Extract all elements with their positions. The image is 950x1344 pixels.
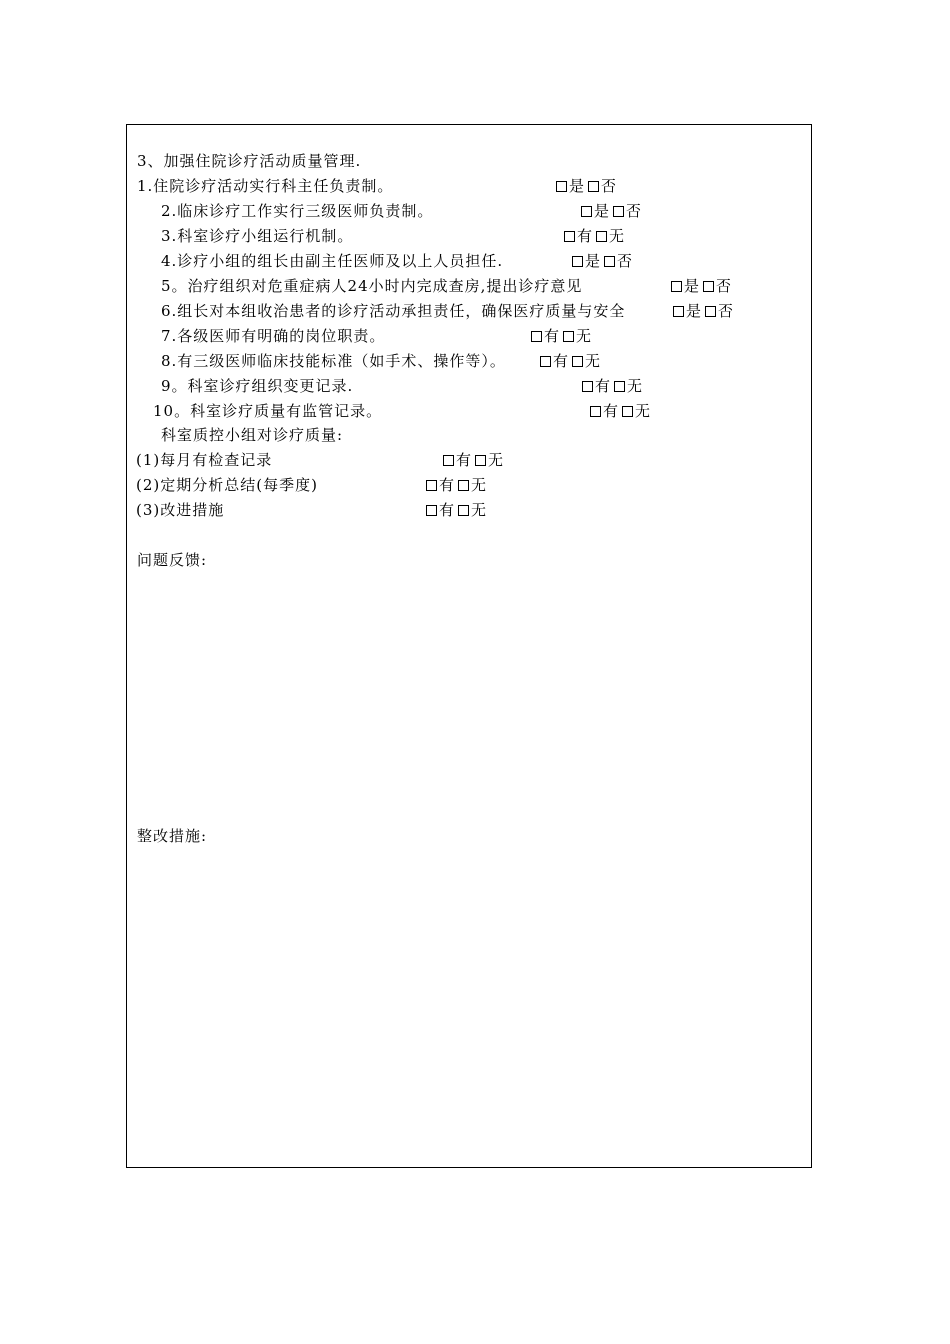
checkbox-无[interactable] xyxy=(458,480,469,491)
item-text: 2.临床诊疗工作实行三级医师负责制。 xyxy=(161,202,434,220)
item-options xyxy=(556,177,620,195)
option-label: 有 xyxy=(595,377,611,395)
checkbox-有[interactable] xyxy=(426,505,437,516)
option-label: 无 xyxy=(471,476,487,494)
item-text: 7.各级医师有明确的岗位职责。 xyxy=(161,327,386,345)
checkbox-无[interactable] xyxy=(622,406,633,417)
option-label: 有 xyxy=(553,352,569,370)
item-options xyxy=(590,402,654,420)
qc-text: (3)改进措施 xyxy=(136,501,225,519)
item-options xyxy=(572,252,636,270)
option-label: 有 xyxy=(603,402,619,420)
item-options xyxy=(673,302,737,320)
item-text: 5。治疗组织对危重症病人24小时内完成查房,提出诊疗意见 xyxy=(161,277,583,295)
checkbox-否[interactable] xyxy=(604,256,615,267)
item-text: 10。科室诊疗质量有监管记录。 xyxy=(153,402,383,420)
checkbox-有[interactable] xyxy=(564,231,575,242)
qc-options xyxy=(426,476,490,494)
option-label: 否 xyxy=(718,302,734,320)
option-label: 有 xyxy=(544,327,560,345)
option-label: 有 xyxy=(439,501,455,519)
checkbox-有[interactable] xyxy=(531,331,542,342)
option-label: 无 xyxy=(471,501,487,519)
item-text: 8.有三级医师临床技能标准（如手术、操作等）。 xyxy=(161,352,506,370)
option-label: 是 xyxy=(684,277,700,295)
option-label: 是 xyxy=(594,202,610,220)
checkbox-有[interactable] xyxy=(443,455,454,466)
qc-text: (1)每月有检查记录 xyxy=(136,451,273,469)
option-label: 无 xyxy=(635,402,651,420)
checkbox-是[interactable] xyxy=(572,256,583,267)
checkbox-是[interactable] xyxy=(581,206,592,217)
option-label: 是 xyxy=(569,177,585,195)
section-title: 3、加强住院诊疗活动质量管理. xyxy=(137,152,362,170)
option-label: 有 xyxy=(577,227,593,245)
option-label: 否 xyxy=(617,252,633,270)
item-text: 4.诊疗小组的组长由副主任医师及以上人员担任. xyxy=(161,252,504,270)
checkbox-无[interactable] xyxy=(458,505,469,516)
option-label: 是 xyxy=(686,302,702,320)
checkbox-有[interactable] xyxy=(426,480,437,491)
qc-text: (2)定期分析总结(每季度) xyxy=(136,476,318,494)
qc-options xyxy=(426,501,490,519)
checkbox-否[interactable] xyxy=(613,206,624,217)
item-options xyxy=(531,327,595,345)
feedback-label: 问题反馈: xyxy=(137,551,208,569)
checkbox-是[interactable] xyxy=(671,281,682,292)
qc-heading: 科室质控小组对诊疗质量: xyxy=(161,426,344,444)
checkbox-是[interactable] xyxy=(556,181,567,192)
item-text: 9。科室诊疗组织变更记录. xyxy=(161,377,354,395)
checkbox-有[interactable] xyxy=(540,356,551,367)
option-label: 有 xyxy=(456,451,472,469)
checkbox-无[interactable] xyxy=(614,381,625,392)
checkbox-是[interactable] xyxy=(673,306,684,317)
checkbox-无[interactable] xyxy=(563,331,574,342)
item-options xyxy=(581,202,645,220)
item-options xyxy=(671,277,735,295)
checkbox-无[interactable] xyxy=(572,356,583,367)
rectification-label: 整改措施: xyxy=(137,827,208,845)
option-label: 否 xyxy=(716,277,732,295)
checkbox-有[interactable] xyxy=(590,406,601,417)
option-label: 否 xyxy=(626,202,642,220)
checkbox-否[interactable] xyxy=(703,281,714,292)
checkbox-否[interactable] xyxy=(705,306,716,317)
option-label: 无 xyxy=(585,352,601,370)
option-label: 有 xyxy=(439,476,455,494)
item-options xyxy=(582,377,646,395)
item-options xyxy=(540,352,604,370)
item-text: 3.科室诊疗小组运行机制。 xyxy=(161,227,354,245)
option-label: 无 xyxy=(609,227,625,245)
checkbox-否[interactable] xyxy=(588,181,599,192)
qc-options xyxy=(443,451,507,469)
checkbox-有[interactable] xyxy=(582,381,593,392)
checkbox-无[interactable] xyxy=(475,455,486,466)
item-options xyxy=(564,227,628,245)
item-text: 1.住院诊疗活动实行科主任负责制。 xyxy=(137,177,394,195)
option-label: 是 xyxy=(585,252,601,270)
option-label: 无 xyxy=(627,377,643,395)
item-text: 6.组长对本组收治患者的诊疗活动承担责任，确保医疗质量与安全 xyxy=(161,302,626,320)
option-label: 无 xyxy=(576,327,592,345)
option-label: 否 xyxy=(601,177,617,195)
option-label: 无 xyxy=(488,451,504,469)
checkbox-无[interactable] xyxy=(596,231,607,242)
